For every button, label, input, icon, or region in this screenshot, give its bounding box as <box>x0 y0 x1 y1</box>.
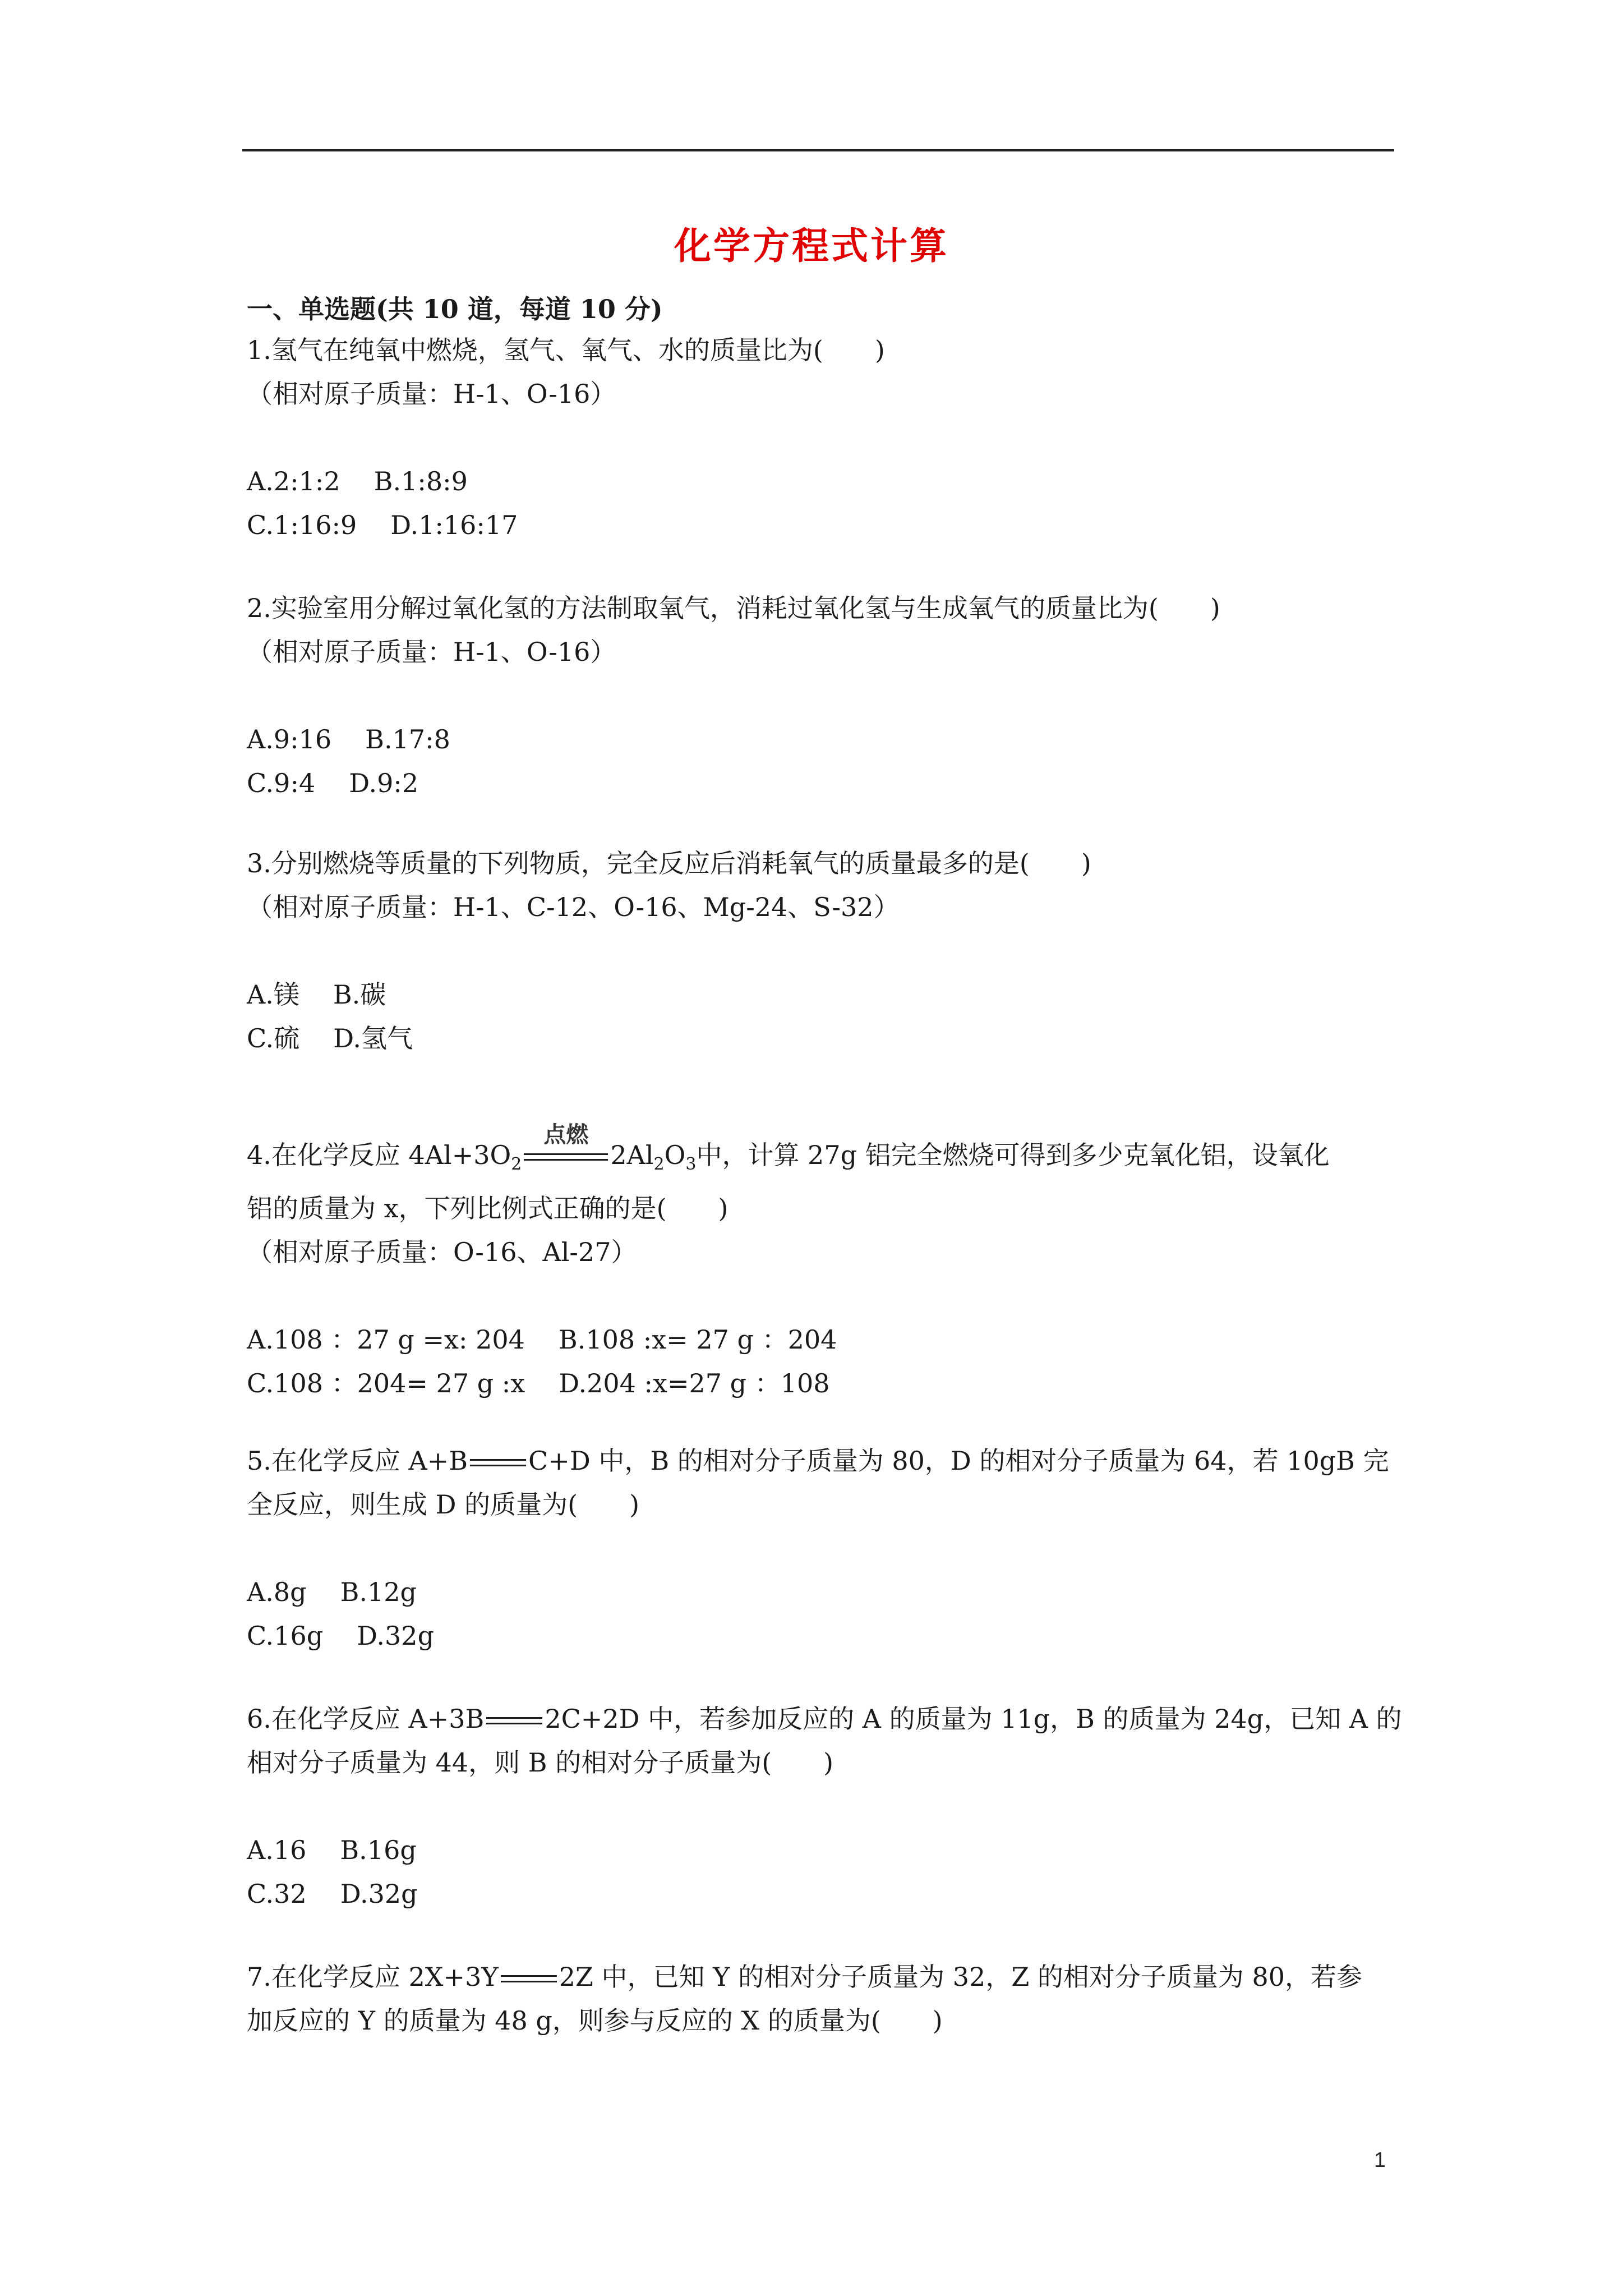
option-c: C.108 ：204= 27 g :x <box>247 1368 525 1399</box>
reaction-equals-sign <box>501 1971 557 1987</box>
question-4 <box>247 1121 1391 1405</box>
question-stem: 1.氢气在纯氧中燃烧，氢气、氧气、水的质量比为( ) <box>247 335 885 365</box>
question-stem-line2: 全反应，则生成 D 的质量为( ) <box>247 1489 640 1520</box>
section-heading: 一、单选题(共 10 道，每道 10 分) <box>247 294 663 324</box>
question-note: （相对原子质量：H-1、O-16） <box>247 637 616 667</box>
question-2 <box>247 586 1391 805</box>
question-3 <box>247 841 1391 1060</box>
option-d: D.1:16:17 <box>390 510 518 540</box>
question-stem: 3.分别燃烧等质量的下列物质，完全反应后消耗氧气的质量最多的是( ) <box>247 848 1091 878</box>
question-stem: 4.在化学反应 $4Al+3O_2$ 点燃 $2Al_2O_3$中，计算 27g 铝完全燃烧可得到多少克氧化铝，设氧化 <box>247 1133 1391 1186</box>
question-7 <box>247 1955 1391 2042</box>
options-row <box>247 1872 1391 1916</box>
question-5 <box>247 1439 1391 1658</box>
option-a: A.9:16 <box>247 724 332 754</box>
option-b: B.1:8:9 <box>374 466 468 496</box>
page-number: 1 <box>1374 2148 1386 2172</box>
option-a: A.108 ：27 g =x: 204 <box>247 1324 525 1355</box>
question-stem-line2: 相对分子质量为 44，则 B 的相对分子质量为( ) <box>247 1747 834 1778</box>
options-row <box>247 1570 1391 1614</box>
option-c: C.9:4 <box>247 768 316 798</box>
options-row <box>247 1828 1391 1872</box>
option-b: B.碳 <box>333 979 386 1010</box>
option-a: A.16 <box>247 1835 307 1865</box>
options-row <box>247 761 1391 805</box>
reaction-condition: 点燃 <box>543 1121 589 1148</box>
options-row <box>247 717 1391 761</box>
question-stem: 6.在化学反应 A+3B 2C+2D 中，若参加反应的 A 的质量为 11g，B 的质量为 24g，已知 A 的 <box>247 1704 1402 1734</box>
option-b: B.17:8 <box>365 724 450 754</box>
options-row <box>247 459 1391 503</box>
option-d: D.32g <box>340 1879 418 1909</box>
option-a: A.镁 <box>247 979 299 1010</box>
question-note: （相对原子质量：O-16、Al-27） <box>247 1237 637 1268</box>
page-title: 化学方程式计算 <box>674 224 949 268</box>
option-b: B.12g <box>340 1577 417 1607</box>
option-a: A.8g <box>247 1577 307 1607</box>
question-1 <box>247 328 1391 547</box>
option-c: C.1:16:9 <box>247 510 357 540</box>
option-c: C.16g <box>247 1621 324 1651</box>
question-stem-line2: 铝的质量为 x，下列比例式正确的是( ) <box>247 1193 728 1224</box>
reaction-equals-sign <box>486 1713 542 1729</box>
option-c: C.硫 <box>247 1023 300 1053</box>
option-a: A.2:1:2 <box>247 466 340 496</box>
option-b: B.108 :x= 27 g ：204 <box>558 1324 837 1355</box>
option-d: D.32g <box>357 1621 435 1651</box>
option-d: D.204 :x=27 g ：108 <box>559 1368 830 1399</box>
option-d: D.9:2 <box>349 768 419 798</box>
question-stem: 7.在化学反应 2X+3Y 2Z 中，已知 Y 的相对分子质量为 32，Z 的相对分子质量为 80，若参 <box>247 1962 1363 1992</box>
question-note: （相对原子质量：H-1、C-12、O-16、Mg-24、S-32） <box>247 892 900 922</box>
options-row <box>247 973 1391 1016</box>
question-note: （相对原子质量：H-1、O-16） <box>247 379 616 409</box>
question-stem-line2: 加反应的 Y 的质量为 48 g，则参与反应的 X 的质量为( ) <box>247 2005 943 2036</box>
option-b: B.16g <box>340 1835 417 1865</box>
reaction-equals-sign <box>524 1121 608 1166</box>
reaction-equals-sign <box>470 1455 526 1471</box>
options-row <box>247 1318 1391 1361</box>
question-6 <box>247 1697 1402 1916</box>
header-rule <box>242 149 1394 151</box>
question-stem: 2.实验室用分解过氧化氢的方法制取氧气，消耗过氧化氢与生成氧气的质量比为( ) <box>247 593 1220 623</box>
option-c: C.32 <box>247 1879 307 1909</box>
options-row <box>247 1614 1391 1658</box>
options-row <box>247 503 1391 547</box>
option-d: D.氢气 <box>333 1023 413 1053</box>
options-row <box>247 1361 1391 1405</box>
options-row <box>247 1016 1391 1060</box>
question-stem: 5.在化学反应 A+B C+D 中，B 的相对分子质量为 80，D 的相对分子质量为 64，若 10gB 完 <box>247 1446 1389 1476</box>
